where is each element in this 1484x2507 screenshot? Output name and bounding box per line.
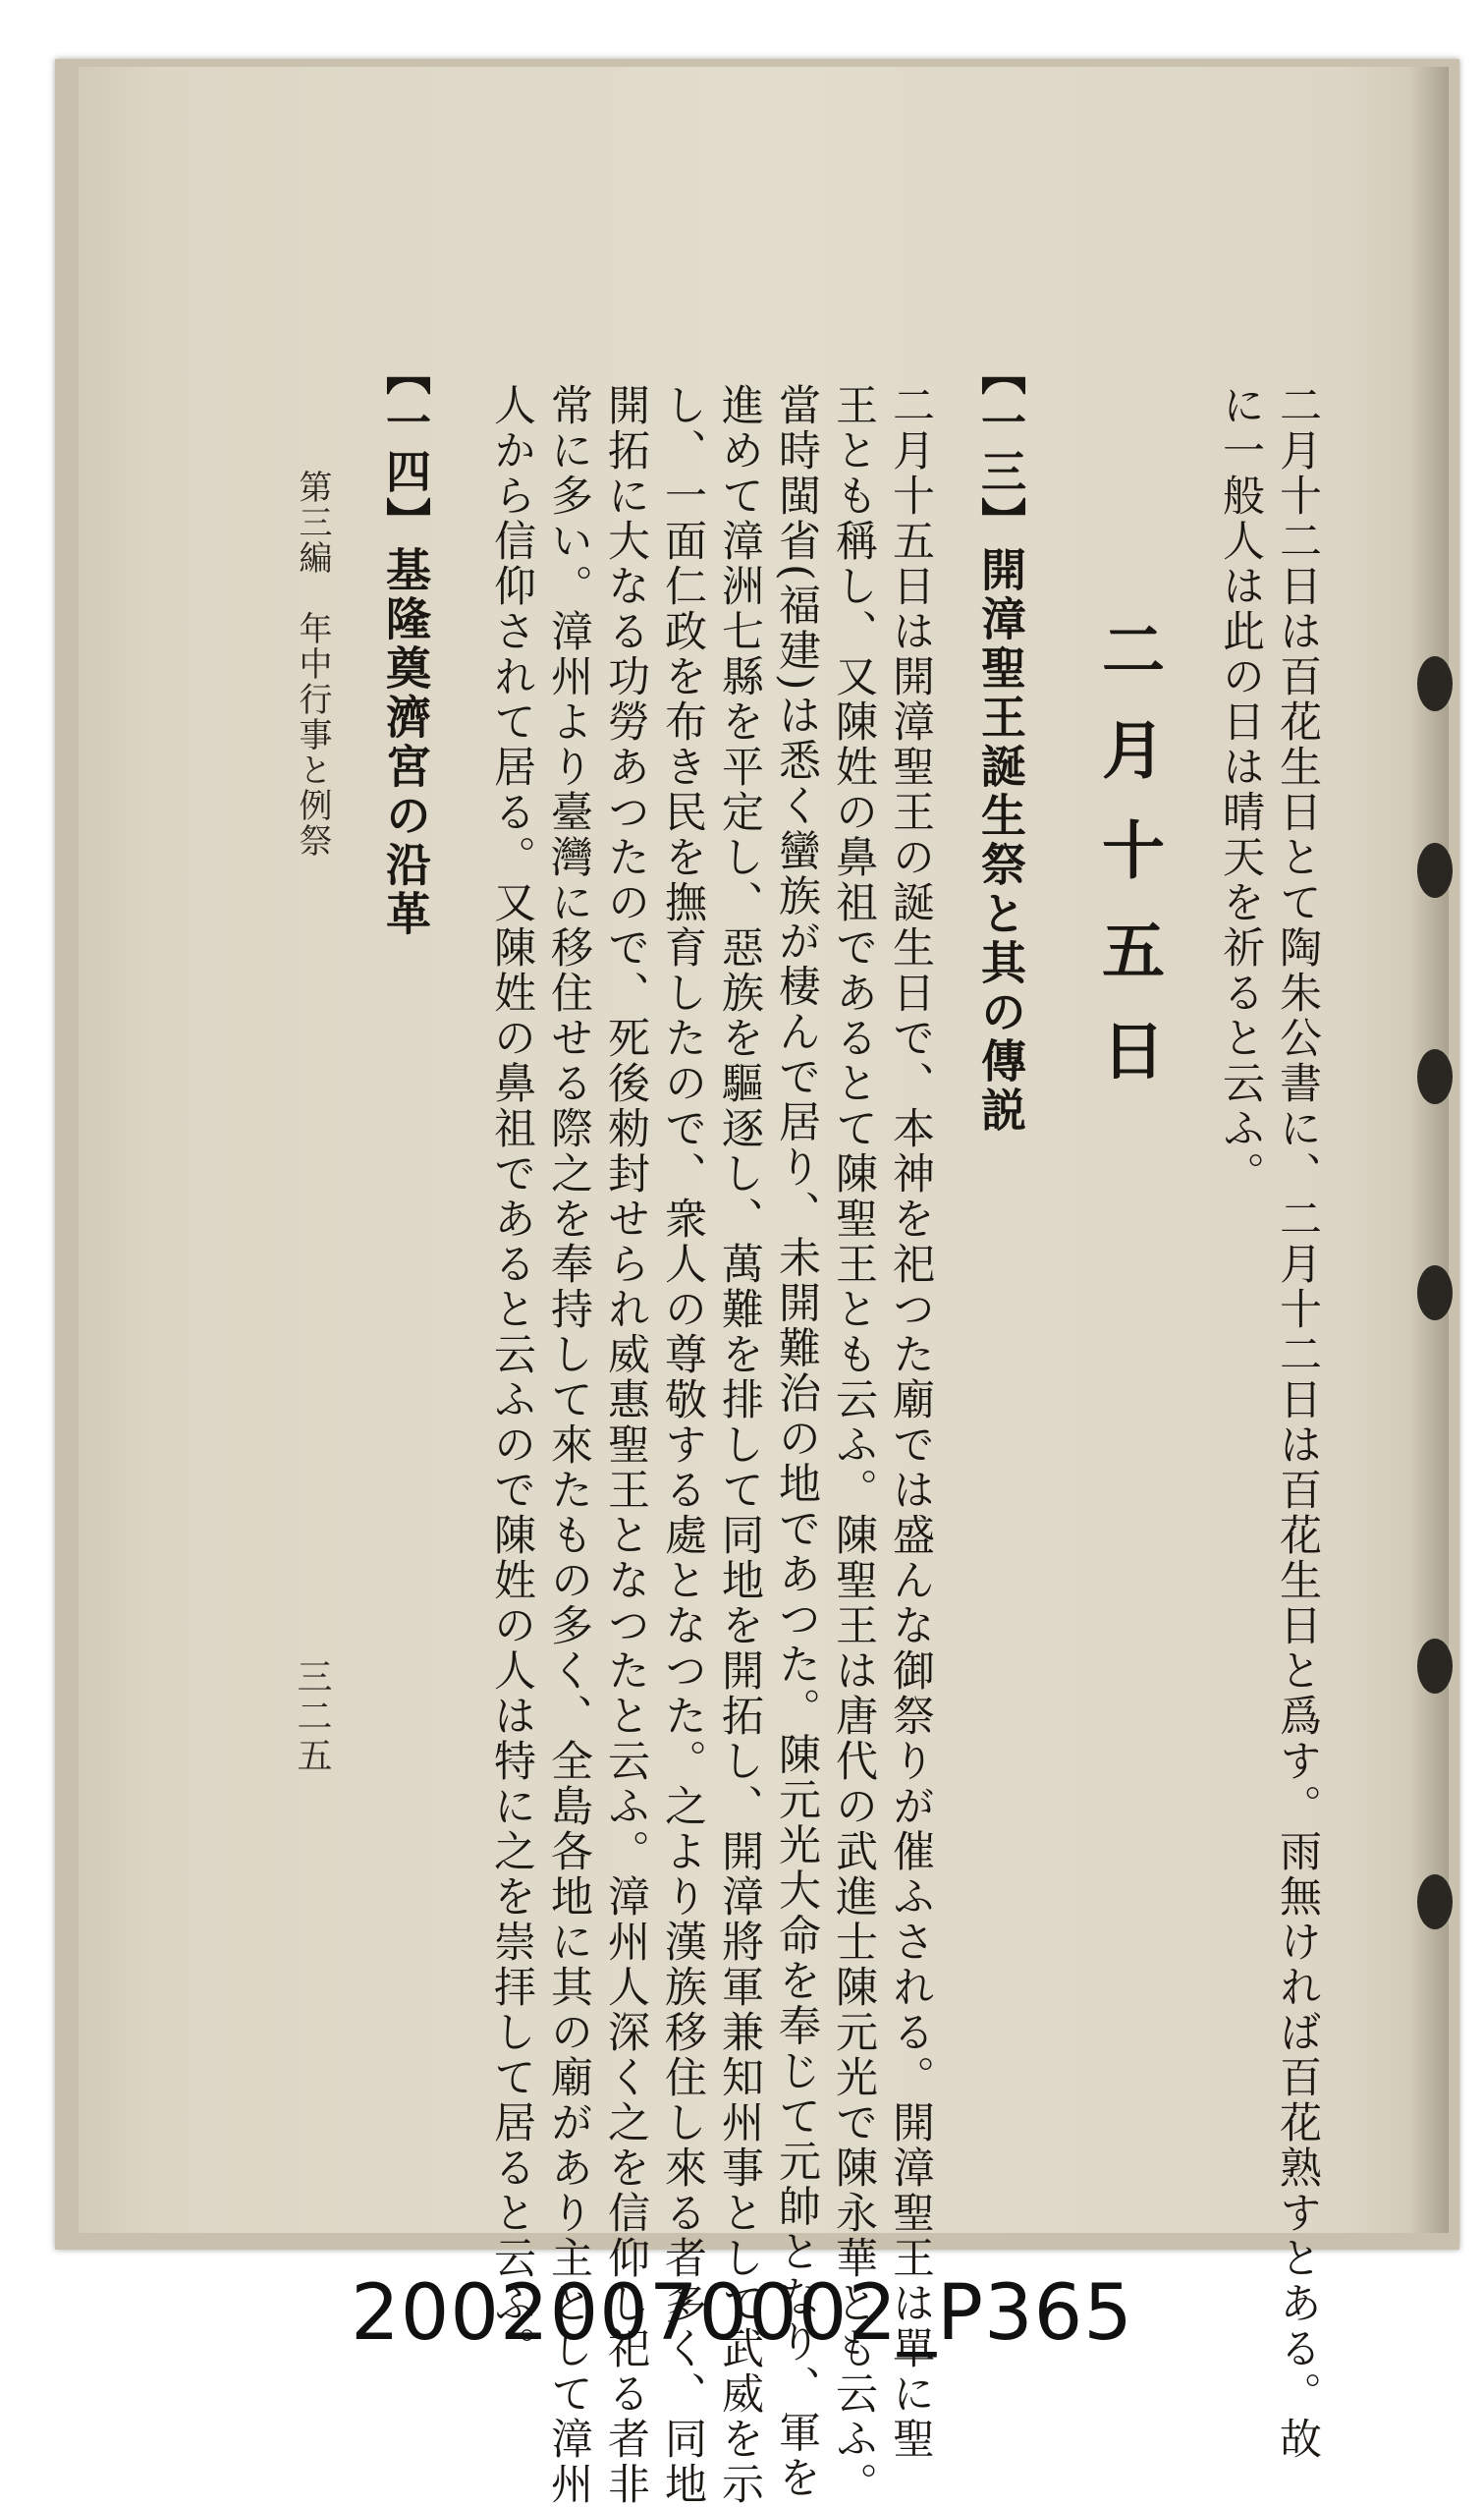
running-title: 第三編 年中行事と例祭 [293,470,332,859]
binding-hole [1417,843,1453,898]
section-heading: 【一四】基隆奠濟宮の沿革 [379,350,432,939]
text-column: 二月十二日は百花生日とて陶朱公書に、二月十二日は百花生日と爲す。雨無ければ百花熟すとある。故 [1273,383,1322,2462]
section-heading: 【一三】開漳聖王誕生祭と其の傳説 [974,350,1027,1136]
binding-hole [1417,1049,1453,1104]
text-column: に一般人は此の日は晴天を祈ると云ふ。 [1216,383,1265,1197]
text-column: 常に多い。漳州より臺灣に移住せる際之を奉持して來たもの多く、全島各地に其の廟があり主として漳州 [544,383,593,2507]
catalog-id: 20020070002_P365 [351,2269,1133,2358]
text-column: 人から信仰されて居る。又陳姓の鼻祖であると云ふので陳姓の人は特に之を崇拝して居ると云ふ。 [487,383,536,2371]
chapter-title: 二月十五日 [1091,617,1165,1118]
text-column: 開拓に大なる功勞あつたので、死後勑封せられ威惠聖王となつたと云ふ。漳州人深く之を信仰し祀る者非 [601,383,650,2507]
binding-hole [1417,1265,1453,1320]
text-column: 二月十五日は開漳聖王の誕生日で、本神を祀つた廟では盛んな御祭りが催ふされる。開漳聖王は單に聖 [886,383,935,2462]
page-number: 三二五 [292,1658,332,1776]
text-column: 進めて漳洲七縣を平定し、惡族を驅逐し、萬難を排して同地を開拓し、開漳將軍兼知州事として武威を示 [715,383,764,2507]
text-column: 王とも稱し、又陳姓の鼻祖であるとて陳聖王とも云ふ。陳聖王は唐代の武進士陳元光で陳永華とも云ふ。 [829,383,878,2507]
binding-hole [1417,1639,1453,1694]
binding-hole [1417,1874,1453,1929]
binding-hole [1417,656,1453,711]
text-column: 當時閩省(福建)は悉く蠻族が棲んで居り、未開難治の地であつた。陳元光大命を奉じて元帥となり、軍を [772,383,821,2501]
text-column: し、一面仁政を布き民を撫育したので、衆人の尊敬する處となつた。之より漢族移住し來る者多く、同地 [658,383,707,2507]
